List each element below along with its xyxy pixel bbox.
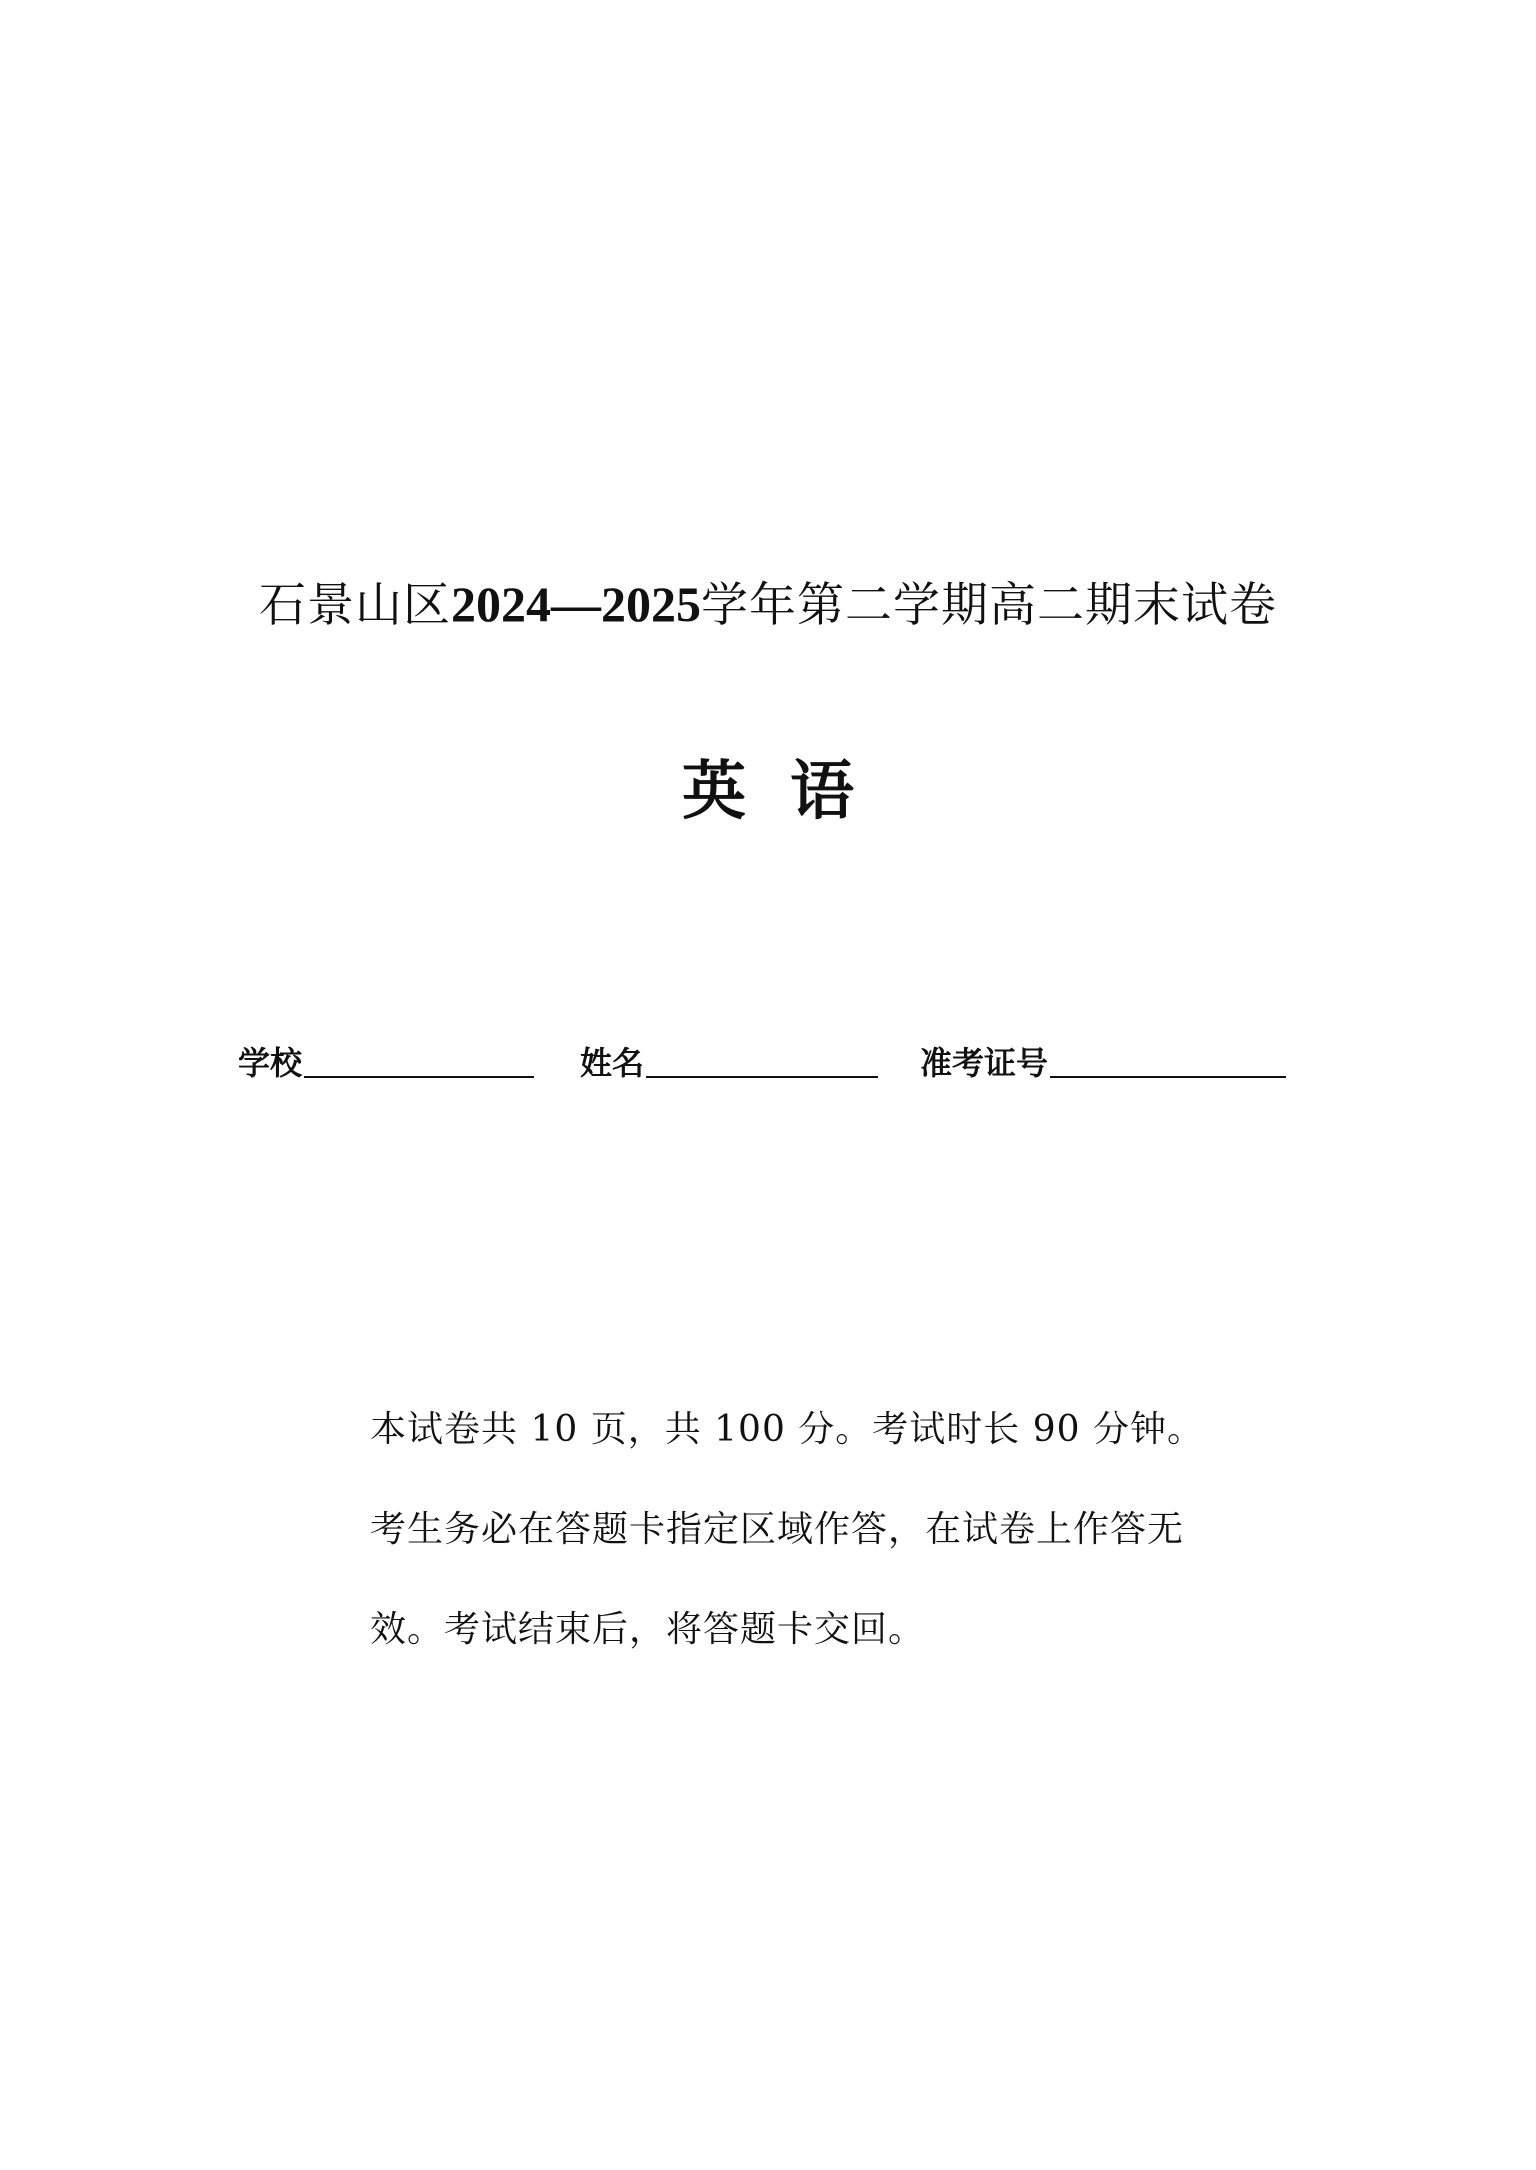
- title-district: 石景山区: [259, 578, 451, 633]
- exam-id-field: [920, 1038, 1286, 1084]
- instruction-line: 本试卷共 10 页，共 100 分。考试时长 90 分钟。: [370, 1409, 1204, 1450]
- title-years: 2024—2025: [451, 576, 701, 632]
- exam-id-label: 准考证号: [920, 1044, 1049, 1082]
- school-label: 学校: [238, 1044, 303, 1082]
- title-term: 学年第二学期高二期末试卷: [701, 578, 1277, 633]
- exam-instructions: [370, 1380, 1270, 1680]
- school-field: [238, 1038, 534, 1084]
- name-label: 姓名: [580, 1044, 645, 1082]
- instruction-line: 考生务必在答题卡指定区域作答，在试卷上作答无: [370, 1509, 1185, 1550]
- name-field: [580, 1038, 878, 1084]
- name-blank-line: [646, 1076, 878, 1078]
- instruction-line: 效。考试结束后，将答题卡交回。: [370, 1609, 926, 1650]
- exam-id-blank-line: [1050, 1076, 1286, 1078]
- exam-title: [0, 568, 1536, 635]
- school-blank-line: [304, 1076, 534, 1078]
- subject-title: 英语: [682, 755, 898, 829]
